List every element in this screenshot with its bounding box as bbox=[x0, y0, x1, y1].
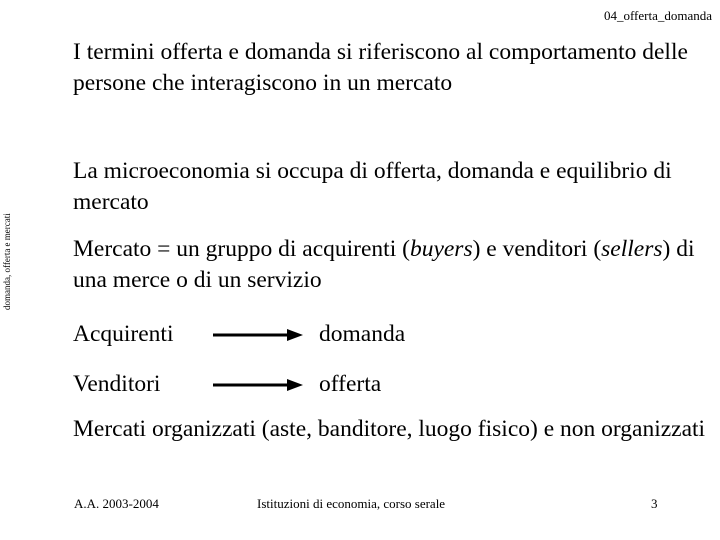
sellers-label: Venditori bbox=[73, 371, 161, 397]
demand-label: domanda bbox=[319, 321, 406, 347]
footer-page-number: 3 bbox=[651, 496, 658, 511]
vertical-side-label: domanda, offerta e mercati bbox=[2, 213, 12, 310]
right-arrow-icon bbox=[213, 327, 303, 343]
market-text-part1: Mercato = un gruppo di acquirenti ( bbox=[73, 236, 410, 262]
buyers-term: buyers bbox=[409, 236, 473, 262]
market-text-part3: ) di una merce o di un servizio bbox=[73, 236, 695, 293]
footer-course-name: Istituzioni di economia, corso serale bbox=[257, 496, 446, 511]
slide-file-label: 04_offerta_domanda bbox=[603, 8, 712, 23]
paragraph-terms-definition: I termini offerta e domanda si riferiscono al comportamento delle persone che interagiscono in un mercato bbox=[73, 39, 688, 96]
buyers-label: Acquirenti bbox=[73, 321, 174, 347]
market-text-part2: ) e venditori ( bbox=[472, 236, 602, 262]
paragraph-market-definition bbox=[73, 234, 713, 296]
footer-academic-year: A.A. 2003-2004 bbox=[74, 496, 159, 511]
paragraph-organized-markets: Mercati organizzati (aste, banditore, luogo fisico) e non organizzati bbox=[73, 416, 706, 442]
sellers-supply-row bbox=[73, 369, 473, 400]
right-arrow-icon bbox=[213, 377, 303, 393]
buyers-demand-row bbox=[73, 319, 473, 350]
sellers-term: sellers bbox=[601, 236, 663, 262]
supply-label: offerta bbox=[319, 371, 382, 397]
paragraph-microeconomics: La microeconomia si occupa di offerta, domanda e equilibrio di mercato bbox=[73, 158, 672, 215]
